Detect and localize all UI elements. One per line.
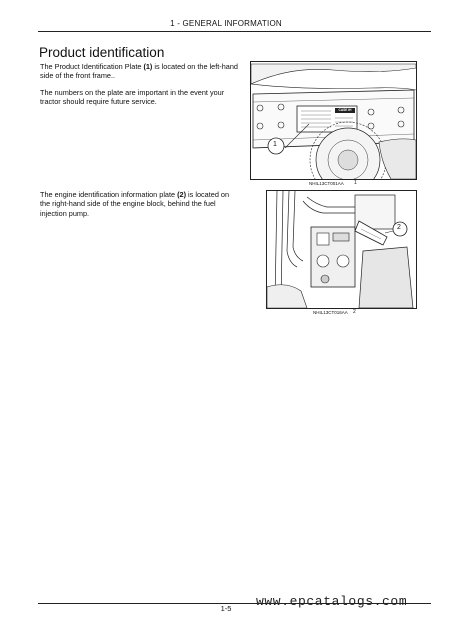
reference-number: (1): [143, 62, 153, 71]
callout-2-label: 2: [397, 224, 401, 231]
figure-2-code: NHIL13CT016AA: [313, 310, 348, 315]
paragraph-product-plate: [40, 62, 240, 81]
paragraph-text: is located on the left-hand side of the front frame..: [40, 62, 238, 81]
paragraph-text: is located on the right-hand side of the engine block, behind the fuel injection pump.: [40, 190, 230, 218]
paragraph-text: The Product Identification Plate: [40, 62, 144, 71]
running-header: 1 - GENERAL INFORMATION: [170, 19, 282, 28]
section-title: Product identification: [39, 45, 165, 60]
figure-2-number: 2: [353, 309, 356, 315]
header-rule: [38, 31, 431, 32]
figure-2-engine-illustration: [266, 190, 417, 309]
figure-1-frame-illustration: [250, 61, 417, 180]
watermark-link[interactable]: www.epcatalogs.com: [256, 594, 408, 609]
figure-1-code: NHIL13CT001AA: [309, 181, 344, 186]
figure-1-number: 1: [354, 180, 357, 186]
engine-drawing: [267, 191, 416, 308]
paragraph-text: The engine identification information plate: [40, 190, 178, 199]
plate-brand-logo: CASE IH: [338, 108, 352, 112]
frame-drawing: [251, 62, 416, 179]
reference-number: (2): [177, 190, 187, 199]
page-number: 1-5: [220, 604, 232, 613]
paragraph-engine-plate: [40, 190, 240, 218]
callout-1-label: 1: [273, 141, 277, 148]
paragraph-plate-importance: The numbers on the plate are important in the event your tractor should require future service.: [40, 88, 225, 107]
